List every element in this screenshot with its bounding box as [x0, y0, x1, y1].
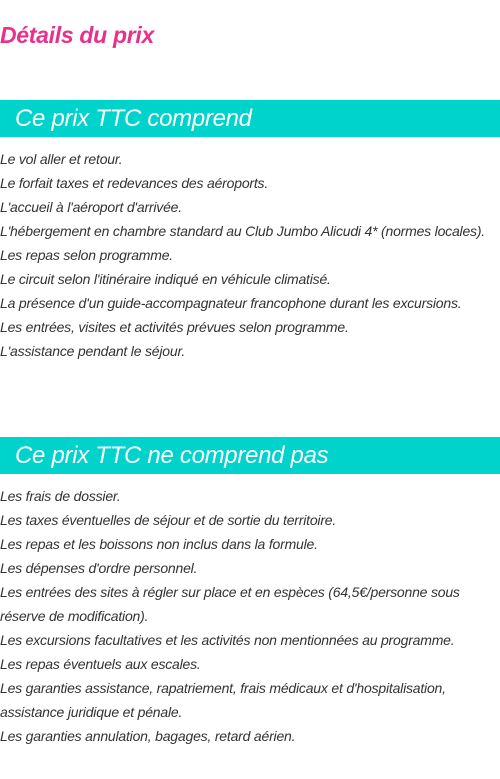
list-item: Les repas éventuels aux escales. [0, 656, 201, 672]
list-item: Le vol aller et retour. [0, 151, 123, 167]
list-item: Les taxes éventuelles de séjour et de sortie du territoire. [0, 512, 337, 528]
excluded-section-header [0, 437, 500, 474]
list-item: Les frais de dossier. [0, 488, 121, 504]
list-item: L'assistance pendant le séjour. [0, 343, 186, 359]
list-item: Les excursions facultatives et les activités non mentionnées au programme. [0, 632, 455, 648]
included-list [0, 147, 496, 363]
list-item: La présence d'un guide-accompagnateur francophone durant les excursions. [0, 295, 462, 311]
list-item: Les garanties assistance, rapatriement, frais médicaux et d'hospitalisation, assistance juridique et pénale. [0, 680, 446, 720]
included-heading: Ce prix TTC comprend [15, 105, 252, 132]
list-item: Les entrées, visites et activités prévues selon programme. [0, 319, 349, 335]
list-item: Les dépenses d'ordre personnel. [0, 560, 198, 576]
list-item: Les garanties annulation, bagages, retard aérien. [0, 728, 296, 744]
list-item: Le circuit selon l'itinéraire indiqué en véhicule climatisé. [0, 271, 331, 287]
list-item: Les repas et les boissons non inclus dans la formule. [0, 536, 318, 552]
list-item: Le forfait taxes et redevances des aéroports. [0, 175, 269, 191]
list-item: Les entrées des sites à régler sur place et en espèces (64,5€/personne sous réserve de modification). [0, 584, 460, 624]
excluded-list [0, 484, 496, 748]
list-item: Les repas selon programme. [0, 247, 173, 263]
excluded-heading: Ce prix TTC ne comprend pas [15, 442, 329, 469]
list-item: L'hébergement en chambre standard au Club Jumbo Alicudi 4* (normes locales). [0, 223, 485, 239]
page-title: Détails du prix [0, 22, 154, 48]
included-section-header [0, 100, 500, 137]
list-item: L'accueil à l'aéroport d'arrivée. [0, 199, 182, 215]
